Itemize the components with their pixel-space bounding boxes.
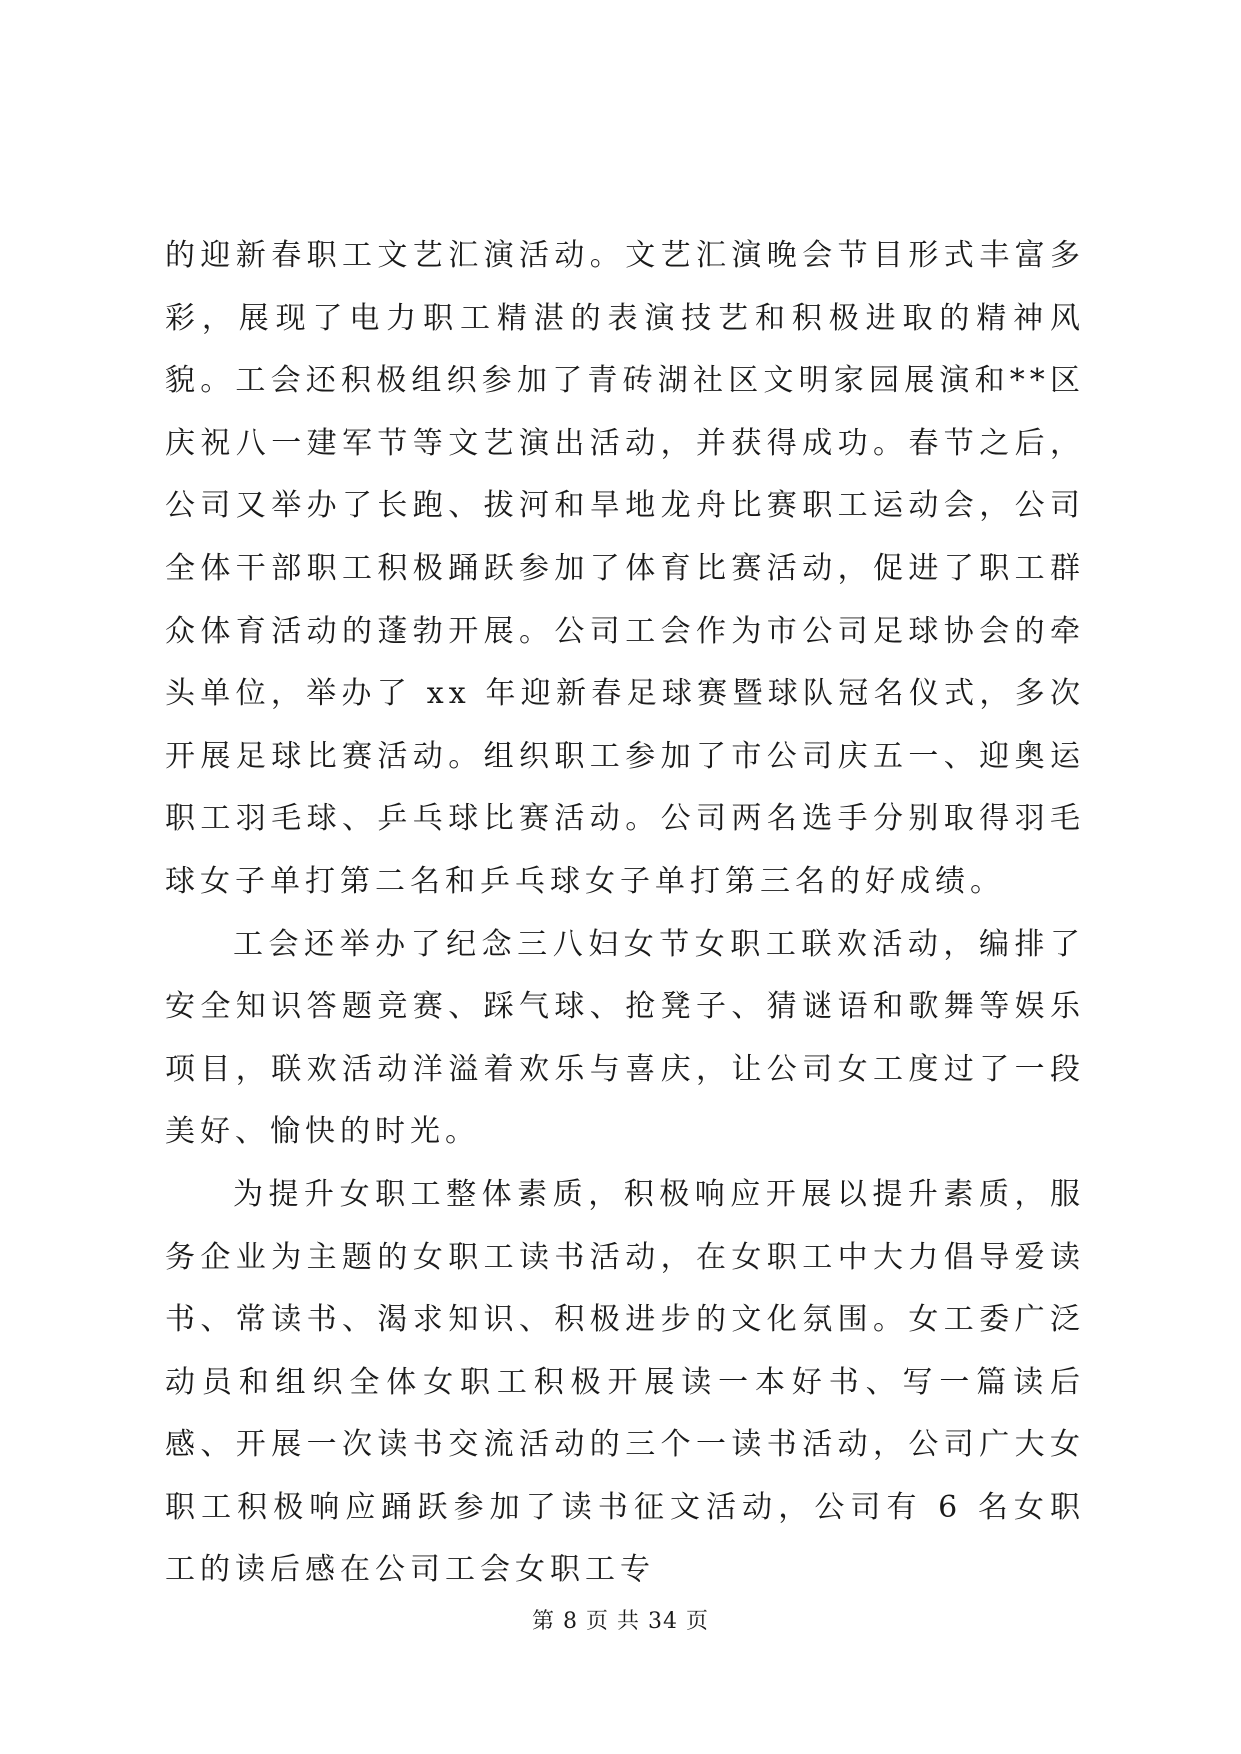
document-body [165, 225, 1085, 1602]
paragraph-2: 工会还举办了纪念三八妇女节女职工联欢活动，编排了安全知识答题竞赛、踩气球、抢凳子、猜谜语和歌舞等娱乐项目，联欢活动洋溢着欢乐与喜庆，让公司女工度过了一段美好、愉快的时光。 [165, 926, 1085, 1150]
page-number-footer: 第 8 页 共 34 页 [532, 1609, 709, 1634]
paragraph-3: 为提升女职工整体素质，积极响应开展以提升素质，服务企业为主题的女职工读书活动，在女职工中大力倡导爱读书、常读书、渴求知识、积极进步的文化氛围。女工委广泛动员和组织全体女职工积极开展读一本好书、写一篇读后感、开展一次读书交流活动的三个一读书活动，公司广大女职工积极响应踊跃参加了读书征文活动，公司有 6 名女职工的读后感在公司工会女职工专 [165, 1176, 1085, 1588]
paragraph-1: 的迎新春职工文艺汇演活动。文艺汇演晚会节目形式丰富多彩，展现了电力职工精湛的表演技艺和积极进取的精神风貌。工会还积极组织参加了青砖湖社区文明家园展演和**区庆祝八一建军节等文艺演出活动，并获得成功。春节之后，公司又举办了长跑、拔河和旱地龙舟比赛职工运动会，公司全体干部职工积极踊跃参加了体育比赛活动，促进了职工群众体育活动的蓬勃开展。公司工会作为市公司足球协会的牵头单位，举办了 xx 年迎新春足球赛暨球队冠名仪式，多次开展足球比赛活动。组织职工参加了市公司庆五一、迎奥运职工羽毛球、乒乓球比赛活动。公司两名选手分别取得羽毛球女子单打第二名和乒乓球女子单打第三名的好成绩。 [165, 238, 1085, 899]
